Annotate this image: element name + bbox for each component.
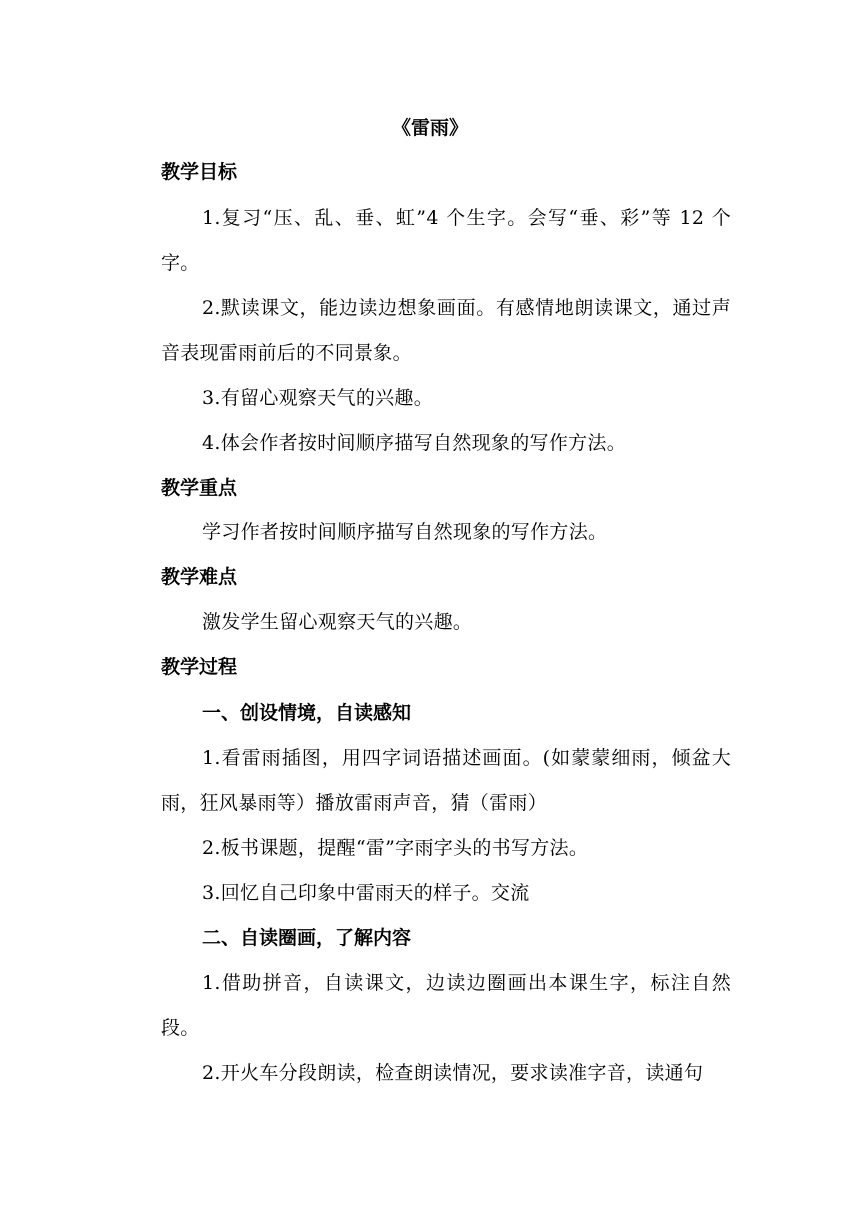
process-part1-item-1: 1.看雷雨插图，用四字词语描述画面。(如蒙蒙细雨，倾盆大雨，狂风暴雨等）播放雷雨声音，猜（雷雨） (161, 747, 731, 814)
section-heading-key-points: 教学重点 (161, 477, 238, 499)
section-heading-goals: 教学目标 (161, 161, 238, 183)
process-part1-item-2: 2.板书课题，提醒“雷”字雨字头的书写方法。 (202, 837, 589, 859)
process-part2-item-1: 1.借助拼音，自读课文，边读边圈画出本课生字，标注自然段。 (161, 972, 731, 1039)
section-heading-difficulties: 教学难点 (161, 566, 238, 588)
difficulties-text: 激发学生留心观察天气的兴趣。 (202, 611, 473, 633)
process-part2-item-2: 2.开火车分段朗读，检查朗读情况，要求读准字音，读通句 (202, 1062, 704, 1084)
goal-item-1: 1.复习“压、乱、垂、虹”4 个生字。会写“垂、彩”等 12 个字。 (161, 207, 731, 274)
goal-item-4: 4.体会作者按时间顺序描写自然现象的写作方法。 (202, 432, 627, 454)
goal-item-2: 2.默读课文，能边读边想象画面。有感情地朗读课文，通过声音表现雷雨前后的不同景象。 (161, 297, 731, 364)
document-title: 《雷雨》 (391, 117, 468, 139)
process-part2-heading: 二、自读圈画，了解内容 (202, 927, 412, 949)
key-points-text: 学习作者按时间顺序描写自然现象的写作方法。 (202, 521, 608, 543)
goal-item-3: 3.有留心观察天气的兴趣。 (202, 387, 434, 409)
section-heading-process: 教学过程 (161, 656, 238, 678)
process-part1-item-3: 3.回忆自己印象中雷雨天的样子。交流 (202, 882, 530, 904)
process-part1-heading: 一、创设情境，自读感知 (202, 702, 412, 724)
